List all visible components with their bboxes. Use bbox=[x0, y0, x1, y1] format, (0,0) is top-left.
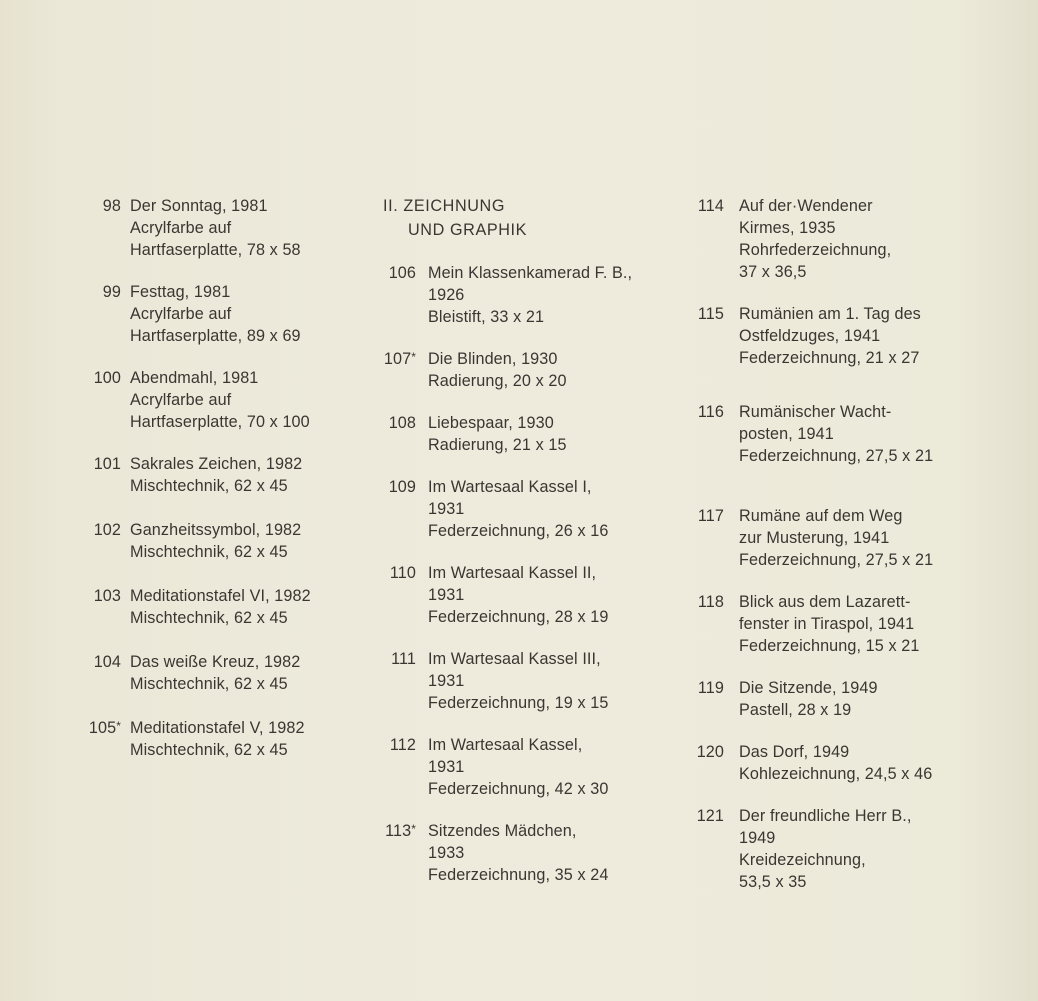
entry-detail: Federzeichnung, 26 x 16 bbox=[428, 522, 609, 540]
entry-detail: Hartfaserplatte, 70 x 100 bbox=[130, 413, 310, 431]
entry-number-value: 102 bbox=[93, 521, 121, 539]
entry-number bbox=[72, 717, 121, 761]
entry-number-value: 98 bbox=[102, 197, 121, 215]
entry-number-value: 115 bbox=[697, 305, 724, 323]
catalog-entry bbox=[380, 734, 680, 800]
entry-title: Das weiße Kreuz, 1982 bbox=[130, 653, 301, 671]
entry-detail: fenster in Tiraspol, 1941 bbox=[739, 615, 915, 633]
entry-number-value: 111 bbox=[391, 650, 416, 668]
entry-number-value: 110 bbox=[389, 564, 416, 582]
entry-number bbox=[72, 281, 121, 347]
entry-text bbox=[121, 519, 301, 563]
entry-text bbox=[416, 648, 608, 714]
entry-title: Meditationstafel V, 1982 bbox=[130, 719, 305, 737]
entry-detail: Kirmes, 1935 bbox=[739, 219, 836, 237]
entry-title: Blick aus dem Lazarett- bbox=[739, 593, 911, 611]
entry-text bbox=[416, 412, 567, 456]
entry-number-value: 117 bbox=[697, 507, 724, 525]
entry-text bbox=[416, 562, 608, 628]
catalog-entry bbox=[690, 591, 1010, 657]
catalog-entry bbox=[690, 741, 1010, 785]
entry-detail: Acrylfarbe auf bbox=[130, 391, 232, 409]
entry-detail: Rohrfederzeichnung, bbox=[739, 241, 892, 259]
entry-detail: zur Musterung, 1941 bbox=[739, 529, 890, 547]
entry-number-value: 103 bbox=[93, 587, 121, 605]
entry-detail: Federzeichnung, 15 x 21 bbox=[739, 637, 920, 655]
entry-text bbox=[416, 476, 608, 542]
catalog-entry bbox=[72, 453, 362, 497]
entry-detail: Ostfeldzuges, 1941 bbox=[739, 327, 881, 345]
entry-number bbox=[690, 741, 724, 785]
catalog-entry bbox=[380, 562, 680, 628]
entry-number-value: 101 bbox=[93, 455, 121, 473]
entry-detail: 1933 bbox=[428, 844, 465, 862]
entry-detail: Federzeichnung, 21 x 27 bbox=[739, 349, 920, 367]
entry-number bbox=[380, 648, 416, 714]
catalog-entry bbox=[690, 195, 1010, 283]
entry-number-value: 114 bbox=[697, 197, 724, 215]
entry-title: Das Dorf, 1949 bbox=[739, 743, 850, 761]
entry-star: * bbox=[411, 350, 416, 364]
entry-title: Ganzheitssymbol, 1982 bbox=[130, 521, 302, 539]
entry-detail: 53,5 x 35 bbox=[739, 873, 807, 891]
entry-text bbox=[724, 805, 911, 893]
entry-number bbox=[690, 303, 724, 369]
entry-detail: Radierung, 21 x 15 bbox=[428, 436, 567, 454]
entry-title: Rumäne auf dem Weg bbox=[739, 507, 903, 525]
entry-title: Im Wartesaal Kassel, bbox=[428, 736, 583, 754]
entry-star: * bbox=[411, 822, 416, 836]
catalog-entry bbox=[380, 648, 680, 714]
entry-detail: Federzeichnung, 27,5 x 21 bbox=[739, 447, 934, 465]
entry-title: Im Wartesaal Kassel I, bbox=[428, 478, 592, 496]
entry-title: Meditationstafel VI, 1982 bbox=[130, 587, 311, 605]
entry-detail: Pastell, 28 x 19 bbox=[739, 701, 852, 719]
entry-detail: Hartfaserplatte, 89 x 69 bbox=[130, 327, 301, 345]
entry-detail: Acrylfarbe auf bbox=[130, 305, 232, 323]
entry-number-value: 119 bbox=[697, 679, 724, 697]
catalog-entry bbox=[690, 303, 1010, 369]
entry-title: Die Sitzende, 1949 bbox=[739, 679, 878, 697]
catalog-entry bbox=[72, 651, 362, 695]
entry-number bbox=[72, 195, 121, 261]
catalog-entry bbox=[380, 412, 680, 456]
entry-text bbox=[121, 281, 301, 347]
entry-text bbox=[724, 505, 933, 571]
catalog-entry bbox=[72, 585, 362, 629]
catalog-entry bbox=[380, 476, 680, 542]
entry-detail: Bleistift, 33 x 21 bbox=[428, 308, 545, 326]
section-heading-line: II. ZEICHNUNG bbox=[383, 197, 506, 215]
entry-text bbox=[121, 195, 301, 261]
catalog-entry bbox=[380, 348, 680, 392]
entry-number-value: 118 bbox=[697, 593, 724, 611]
entry-detail: 1926 bbox=[428, 286, 465, 304]
entry-text bbox=[121, 651, 300, 695]
entry-number bbox=[72, 651, 121, 695]
entry-detail: 1931 bbox=[428, 586, 465, 604]
entry-text bbox=[724, 303, 921, 369]
catalog-entry bbox=[72, 717, 362, 761]
catalog-entry bbox=[690, 401, 1010, 467]
entry-number bbox=[690, 505, 724, 571]
entry-number-value: 108 bbox=[388, 414, 416, 432]
entry-title: Mein Klassenkamerad F. B., bbox=[428, 264, 633, 282]
entry-text bbox=[724, 195, 891, 283]
entry-detail: 1931 bbox=[428, 758, 465, 776]
catalog-entry bbox=[380, 820, 680, 886]
entry-number-value: 106 bbox=[388, 264, 416, 282]
entry-number-value: 107 bbox=[383, 350, 412, 368]
entry-text bbox=[121, 717, 305, 761]
entry-detail: 1949 bbox=[739, 829, 776, 847]
entry-text bbox=[724, 401, 933, 467]
entry-detail: 1931 bbox=[428, 500, 465, 518]
entry-number-value: 99 bbox=[102, 283, 121, 301]
entry-title: Rumänien am 1. Tag des bbox=[739, 305, 921, 323]
entry-detail: 1931 bbox=[428, 672, 465, 690]
entry-detail: Federzeichnung, 27,5 x 21 bbox=[739, 551, 934, 569]
entry-detail: Federzeichnung, 42 x 30 bbox=[428, 780, 609, 798]
entry-detail: Mischtechnik, 62 x 45 bbox=[130, 609, 288, 627]
catalog-entry bbox=[690, 505, 1010, 571]
entry-text bbox=[416, 734, 608, 800]
entry-text bbox=[724, 591, 919, 657]
entry-text bbox=[724, 741, 932, 785]
entry-detail: Radierung, 20 x 20 bbox=[428, 372, 567, 390]
entry-number bbox=[690, 195, 724, 283]
entry-detail: Mischtechnik, 62 x 45 bbox=[130, 543, 288, 561]
catalog-entry bbox=[380, 262, 680, 328]
entry-number bbox=[72, 453, 121, 497]
entry-title: Der freundliche Herr B., bbox=[739, 807, 912, 825]
entry-number-value: 104 bbox=[93, 653, 121, 671]
entry-number bbox=[72, 585, 121, 629]
entry-detail: Kreidezeichnung, bbox=[739, 851, 866, 869]
entry-detail: posten, 1941 bbox=[739, 425, 834, 443]
entry-detail: Acrylfarbe auf bbox=[130, 219, 232, 237]
entry-number bbox=[72, 519, 121, 563]
entry-text bbox=[121, 367, 310, 433]
entry-number bbox=[72, 367, 121, 433]
entry-detail: Mischtechnik, 62 x 45 bbox=[130, 741, 288, 759]
entry-title: Die Blinden, 1930 bbox=[428, 350, 558, 368]
catalog-entry bbox=[72, 367, 362, 433]
entry-text bbox=[121, 585, 311, 629]
entry-number bbox=[690, 677, 724, 721]
entry-number-value: 121 bbox=[696, 807, 724, 825]
entry-title: Sakrales Zeichen, 1982 bbox=[130, 455, 303, 473]
catalog-entry bbox=[72, 519, 362, 563]
entry-number-value: 116 bbox=[697, 403, 724, 421]
entry-number bbox=[380, 476, 416, 542]
entry-number bbox=[690, 591, 724, 657]
entry-detail: Kohlezeichnung, 24,5 x 46 bbox=[739, 765, 933, 783]
entry-detail: 37 x 36,5 bbox=[739, 263, 807, 281]
section-heading bbox=[383, 194, 680, 242]
entry-title: Abendmahl, 1981 bbox=[130, 369, 259, 387]
entry-title: Der Sonntag, 1981 bbox=[130, 197, 268, 215]
catalog-entry bbox=[690, 805, 1010, 893]
catalog-entry bbox=[72, 281, 362, 347]
entry-number-value: 112 bbox=[389, 736, 416, 754]
catalog-column-1 bbox=[72, 195, 362, 761]
entry-detail: Mischtechnik, 62 x 45 bbox=[130, 675, 288, 693]
entry-number-value: 109 bbox=[388, 478, 416, 496]
entry-title: Sitzendes Mädchen, bbox=[428, 822, 577, 840]
entry-number bbox=[380, 820, 416, 886]
entry-detail: Mischtechnik, 62 x 45 bbox=[130, 477, 288, 495]
catalog-column-3 bbox=[690, 195, 1010, 893]
entry-number bbox=[380, 412, 416, 456]
entry-text bbox=[416, 262, 632, 328]
entry-number bbox=[380, 562, 416, 628]
entry-text bbox=[416, 820, 608, 886]
entry-number-value: 100 bbox=[93, 369, 121, 387]
catalog-entry bbox=[690, 677, 1010, 721]
section-heading-line: UND GRAPHIK bbox=[408, 221, 528, 239]
entry-text bbox=[724, 677, 878, 721]
entry-number bbox=[380, 262, 416, 328]
entry-detail: Hartfaserplatte, 78 x 58 bbox=[130, 241, 301, 259]
entry-number-value: 105 bbox=[88, 719, 117, 737]
entry-text bbox=[416, 348, 567, 392]
entry-number bbox=[690, 805, 724, 893]
entry-detail: Federzeichnung, 28 x 19 bbox=[428, 608, 609, 626]
entry-title: Liebespaar, 1930 bbox=[428, 414, 554, 432]
entry-title: Festtag, 1981 bbox=[130, 283, 231, 301]
entry-title: Rumänischer Wacht- bbox=[739, 403, 892, 421]
entry-number-value: 120 bbox=[696, 743, 724, 761]
entry-title: Auf der·Wendener bbox=[739, 197, 873, 215]
entry-number-value: 113 bbox=[385, 822, 412, 840]
entry-text bbox=[121, 453, 302, 497]
entry-number bbox=[380, 348, 416, 392]
catalog-entry bbox=[72, 195, 362, 261]
entry-detail: Federzeichnung, 19 x 15 bbox=[428, 694, 609, 712]
entry-title: Im Wartesaal Kassel II, bbox=[428, 564, 597, 582]
catalog-column-2 bbox=[380, 195, 680, 886]
entry-number bbox=[690, 401, 724, 467]
entry-star: * bbox=[116, 719, 121, 733]
entry-number bbox=[380, 734, 416, 800]
entry-title: Im Wartesaal Kassel III, bbox=[428, 650, 601, 668]
entry-detail: Federzeichnung, 35 x 24 bbox=[428, 866, 609, 884]
